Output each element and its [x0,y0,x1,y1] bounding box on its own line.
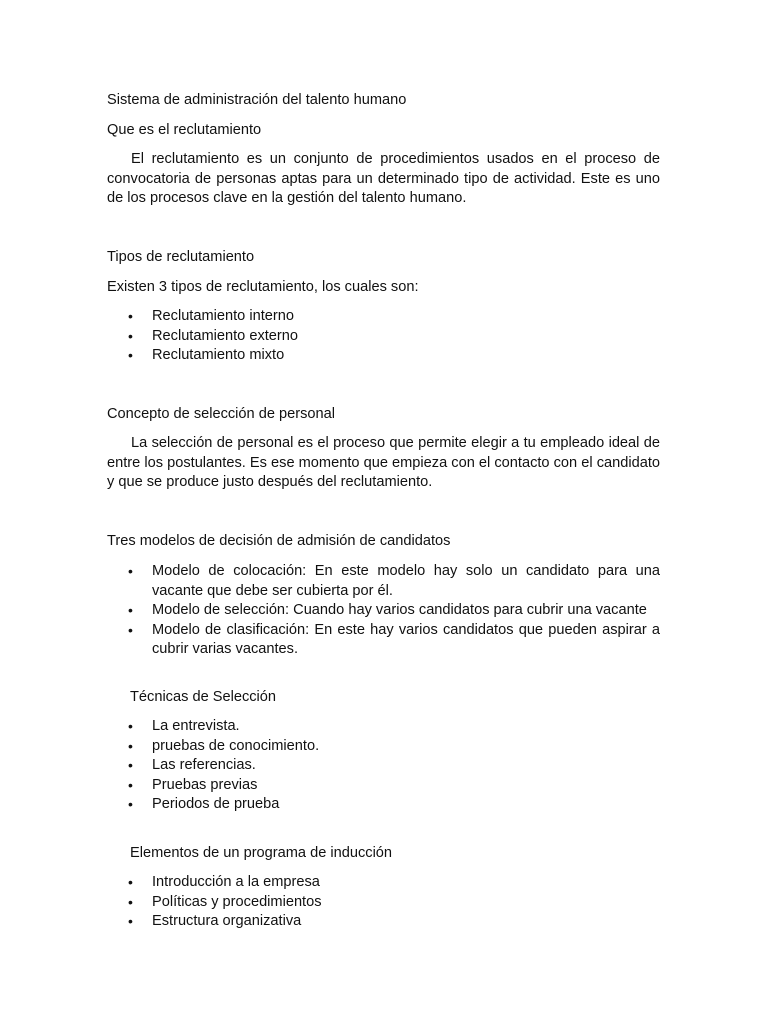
bullet-icon: • [128,893,133,910]
bullet-icon: • [128,308,133,324]
list-item: • La entrevista. [107,717,660,737]
section-heading-tipos: Tipos de reclutamiento [107,249,255,265]
section-heading-reclutamiento: Que es el reclutamiento [107,122,262,138]
bullet-icon: • [128,737,133,754]
bullet-icon: • [128,718,133,734]
list-item: • Estructura organizativa [107,912,660,932]
section-heading-modelos: Tres modelos de decisión de admisión de candidatos [107,533,451,549]
tecnicas-list [107,717,660,815]
paragraph-seleccion: La selección de personal es el proceso que permite elegir a tu empleado ideal de entre los postulantes. Es ese momento que empieza con el contacto con el candidato y que se produce justo después del reclutamiento. [107,435,660,490]
tipos-list [107,307,660,366]
bullet-icon: • [128,757,133,773]
tipos-intro: Existen 3 tipos de reclutamiento, los cuales son: [107,279,419,295]
list-item: • Políticas y procedimientos [107,893,660,913]
bullet-icon: • [128,776,133,793]
list-item: • Introducción a la empresa [107,873,660,893]
bullet-icon: • [128,602,133,618]
bullet-icon: • [128,621,133,638]
section-heading-induccion: Elementos de un programa de inducción [130,845,393,861]
section-heading-seleccion: Concepto de selección de personal [107,406,335,422]
document-title: Sistema de administración del talento humano [107,92,407,108]
list-item: • Periodos de prueba [107,795,660,815]
bullet-icon: • [128,913,133,929]
list-item: • Reclutamiento interno [107,307,660,327]
list-item: • Modelo de selección: Cuando hay varios candidatos para cubrir una vacante [107,601,660,621]
list-item: • Modelo de clasificación: En este hay varios candidatos que pueden aspirar a cubrir varias vacantes. [128,621,660,657]
section-heading-tecnicas: Técnicas de Selección [130,689,277,705]
list-item: • Reclutamiento mixto [107,346,660,366]
bullet-icon: • [128,327,133,344]
induccion-list [107,873,660,932]
bullet-icon: • [128,874,133,890]
list-item: • pruebas de conocimiento. [107,737,660,757]
list-item: • Pruebas previas [107,776,660,796]
list-item: • Modelo de colocación: En este modelo hay solo un candidato para una vacante que debe ser cubierta por él. [128,563,660,599]
bullet-icon: • [128,563,133,579]
bullet-icon: • [128,796,133,812]
bullet-icon: • [128,347,133,363]
list-item: • Las referencias. [107,756,660,776]
paragraph-reclutamiento: El reclutamiento es un conjunto de procedimientos usados en el proceso de convocatoria de personas aptas para un determinado tipo de actividad. Este es uno de los procesos clave en la gestión del talento humano. [107,151,660,206]
list-item: • Reclutamiento externo [107,327,660,347]
modelos-list [107,562,660,660]
